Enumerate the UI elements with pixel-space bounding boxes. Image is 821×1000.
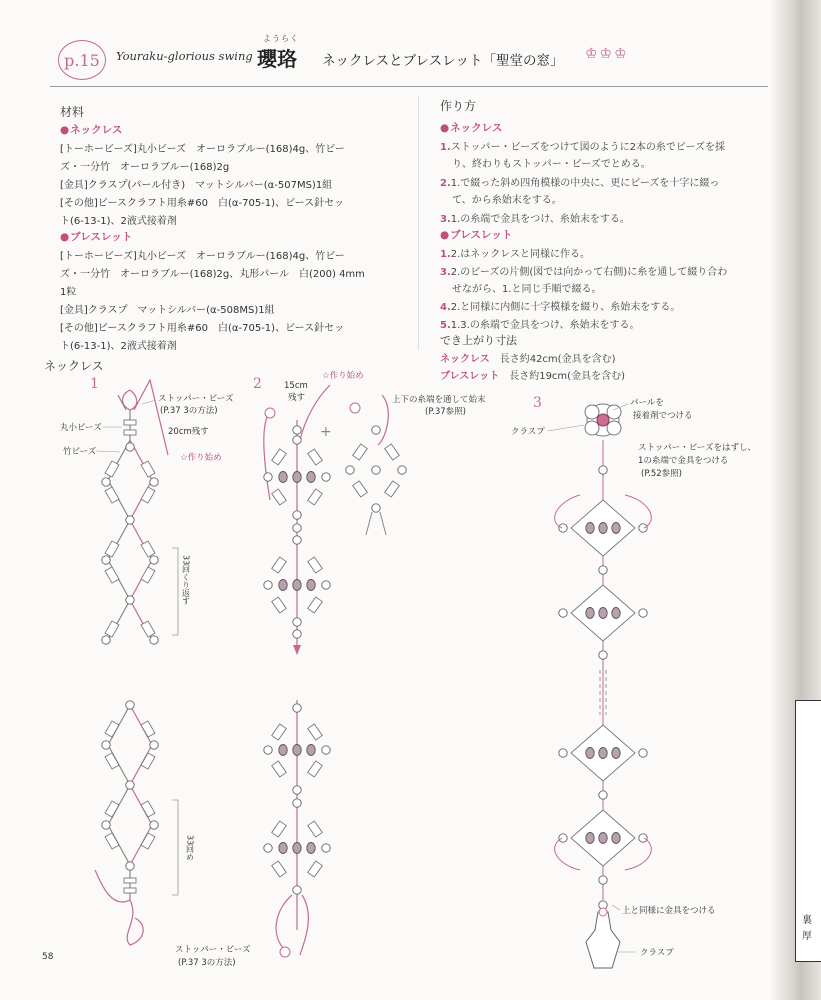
step-line [440, 245, 590, 260]
instructions-heading: 作り方 [440, 99, 477, 113]
label-pearl-2: 接着剤でつける [633, 411, 693, 421]
materials-bracelet-label: ● ブレスレット [60, 229, 132, 244]
materials-heading: 材料 [60, 105, 85, 119]
finished-size-value: 長さ約42cm(金具を含む) [499, 354, 616, 365]
finished-size-label: ネックレス [440, 354, 490, 365]
step-text: り、終わりもストッパー・ビーズでとめる。 [452, 159, 651, 170]
step-line [440, 210, 630, 225]
step-text: 2.はネックレスと同様に作る。 [450, 249, 591, 260]
step-text: 2.のビーズの片側(図では向かって右側)に糸を通して綴り合わ [450, 267, 728, 278]
step-line [440, 263, 727, 278]
page-title: 瓔珞 [257, 47, 297, 71]
finished-size-label: ブレスレット [440, 371, 500, 382]
label-start-2 [322, 370, 364, 381]
step-number: 5. [440, 320, 451, 331]
subtitle: Youraku-glorious swing [116, 49, 253, 63]
label-remove-stopper-2: 1の糸端で金具をつける [638, 456, 729, 466]
label-clasp-top: クラスプ [511, 427, 545, 437]
material-line: [その他]ビースクラフト用糸#60 白(α-705-1)、ビース針セッ [60, 198, 345, 209]
label-start-text: 作り始め [187, 453, 222, 463]
item-title: ネックレスとブレスレット「聖堂の窓」 [322, 53, 564, 69]
star-icon: ☆ [180, 453, 188, 463]
next-page-char: 厚 [802, 931, 812, 942]
step-number: 4. [440, 302, 451, 313]
step-text: せながら、1.と同じ手順で綴る。 [452, 284, 602, 295]
material-line: [トーホービーズ]丸小ビーズ オーロラブルー(168)4g、竹ビー [60, 251, 345, 262]
label-repeat-33: 33回くり返す [181, 555, 191, 606]
figure-caption: ネックレス [44, 359, 104, 373]
step-line [440, 298, 680, 313]
page-ref-badge: p.15 [58, 40, 106, 80]
title-ruby: ようらく [263, 34, 299, 43]
label-p37-ref: (P.37参照) [425, 407, 466, 417]
material-line: [トーホービーズ]丸小ビーズ オーロラブルー(168)4g、竹ビー [60, 144, 345, 155]
step-text: 2.と同様に内側に十字模様を綴り、糸始末をする。 [450, 302, 681, 313]
beading-diagram [40, 355, 780, 975]
label-remove-stopper-1: ストッパー・ビーズをはずし、 [638, 443, 756, 453]
instructions-bracelet-label: ● ブレスレット [440, 227, 512, 242]
step-text: 1.で綴った斜め四角模様の中央に、更にビーズを十字に綴っ [450, 178, 720, 189]
step-number: 2. [440, 178, 451, 189]
step-text: て、から糸始末をする。 [452, 195, 562, 206]
label-15cm: 15cm [284, 381, 308, 391]
instructions-necklace-label: ● ネックレス [440, 120, 502, 135]
diagram-1-bottom [95, 701, 178, 945]
label-start-2-text: 作り始め [329, 371, 364, 381]
label-pearl-1: パールを [630, 398, 664, 408]
step-number: 1. [440, 249, 451, 260]
label-stopper-bottom: ストッパー・ビーズ [175, 945, 251, 955]
material-line: ズ・一分竹 オーロラブルー(168)2g [60, 162, 230, 173]
materials-necklace-label: ● ネックレス [60, 122, 122, 137]
clasp-bottom-icon [586, 908, 620, 968]
label-p52-ref: (P.52参照) [641, 469, 682, 479]
difficulty-crown-icon: ♔♔♔ [585, 46, 629, 62]
diagram-3-assembly [555, 404, 652, 968]
plus-icon: + [320, 424, 332, 440]
step-text: 1.の糸端で金具をつけ、糸始末をする。 [450, 214, 630, 225]
step-text: ストッパー・ビーズをつけて図のように2本の糸でビーズを採 [450, 142, 726, 153]
step-line [440, 174, 719, 189]
label-start [180, 452, 222, 463]
material-line: [金具]クラスプ マットシルバー(α-508MS)1組 [60, 305, 275, 316]
material-line: 1粒 [60, 287, 77, 298]
step-number-1: 1 [90, 376, 99, 392]
diagram-1-top [102, 380, 178, 644]
step-line [440, 316, 639, 331]
label-take-bead: 竹ビーズ [63, 447, 97, 457]
step-number: 1. [440, 142, 451, 153]
column-divider [418, 95, 419, 350]
label-stopper-bead: ストッパー・ビーズ [158, 394, 234, 404]
finished-size-heading: でき上がり寸法 [440, 334, 517, 347]
page-number: 58 [42, 952, 54, 962]
material-line: [金具]クラスプ(パール付き) マットシルバー(α-507MS)1組 [60, 180, 333, 191]
diagram-2-bottom [264, 700, 330, 957]
step-line [440, 138, 725, 153]
step-text: 1.3.の糸端で金具をつけ、糸始末をする。 [450, 320, 640, 331]
label-maru-bead: 丸小ビーズ [60, 423, 102, 433]
label-count-33: 33回め [185, 835, 195, 862]
material-line: ト(6-13-1)、2液式接着剤 [60, 341, 177, 352]
step-number: 3. [440, 267, 451, 278]
star-icon: ☆ [322, 371, 330, 381]
diagram-2-pendant [346, 395, 406, 535]
next-page-edge [795, 700, 821, 962]
label-leave-20cm: 20cm残す [168, 427, 209, 437]
material-line: ズ・一分竹 オーロラブルー(168)2g、丸形パール 白(200) 4mm [60, 269, 365, 280]
label-leave: 残す [288, 393, 306, 403]
header-rule [50, 86, 768, 87]
step-number: 3. [440, 214, 451, 225]
label-p37-bottom: (P.37 3の方法) [178, 958, 236, 968]
material-line: ト(6-13-1)、2液式接着剤 [60, 216, 177, 227]
material-line: [その他]ビースクラフト用糸#60 白(α-705-1)、ビース針セッ [60, 323, 345, 334]
label-clasp-bottom: クラスプ [640, 948, 674, 958]
label-same-as-above: 上と同様に金具をつける [622, 906, 716, 916]
label-p37-method: (P.37 3の方法) [160, 406, 218, 416]
step-number-3: 3 [533, 395, 542, 411]
next-page-char: 裏 [802, 915, 812, 926]
finished-size-value: 長さ約19cm(金具を含む) [509, 371, 625, 382]
label-pass-thread: 上下の糸端を通して始末 [392, 395, 486, 405]
step-number-2: 2 [253, 376, 262, 392]
